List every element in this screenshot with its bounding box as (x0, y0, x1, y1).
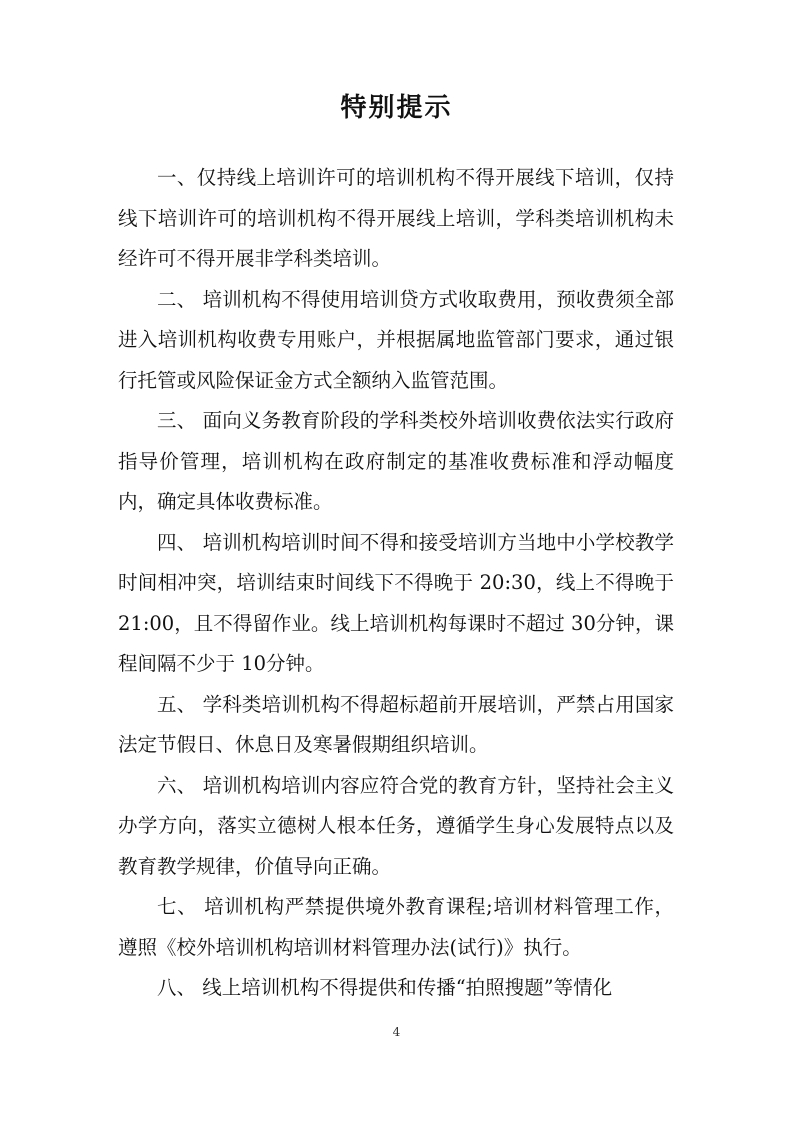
paragraph-3: 三、 面向义务教育阶段的学科类校外培训收费依法实行政府指导价管理，培训机构在政府制定的基准收费标准和浮动幅度内，确定具体收费标准。 (118, 409, 674, 513)
paragraph-6: 六、 培训机构培训内容应符合党的教育方针，坚持社会主义办学方向，落实立德树人根本任务，遵循学生身心发展特点以及教育教学规律，价值导向正确。 (118, 773, 674, 878)
page-number: 4 (392, 1025, 401, 1039)
document-body (118, 158, 674, 1009)
paragraph-5: 五、 学科类培训机构不得超标超前开展培训，严禁占用国家法定节假日、休息日及寒暑假期组织培训。 (118, 692, 674, 756)
paragraph-4: 四、 培训机构培训时间不得和接受培训方当地中小学校教学时间相冲突，培训结束时间线下不得晚于 20:30，线上不得晚于 21:00，且不得留作业。线上培训机构每课时不超过 30分钟，课程间隔不少于 10分钟。 (118, 530, 674, 675)
document-title: 特别提示 (340, 93, 453, 123)
paragraph-8: 八、 线上培训机构不得提供和传播“拍照搜题”等情化 (157, 976, 613, 999)
paragraph-7: 七、 培训机构严禁提供境外教育课程;培训材料管理工作，遵照《校外培训机构培训材料管理办法(试行)》执行。 (118, 895, 674, 959)
paragraph-1: 一、仅持线上培训许可的培训机构不得开展线下培训，仅持线下培训许可的培训机构不得开展线上培训，学科类培训机构未经许可不得开展非学科类培训。 (118, 166, 674, 270)
paragraph-2: 二、 培训机构不得使用培训贷方式收取费用，预收费须全部进入培训机构收费专用账户，并根据属地监管部门要求，通过银行托管或风险保证金方式全额纳入监管范围。 (118, 287, 674, 392)
